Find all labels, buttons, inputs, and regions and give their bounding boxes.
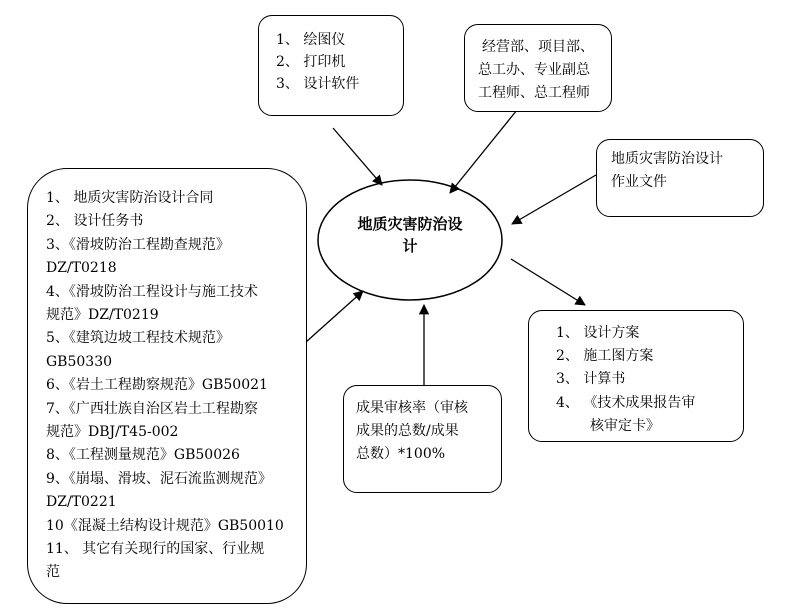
inputs-line-11: 规范》DBJ/T45-002 xyxy=(46,424,179,440)
arrow-departments-to-center xyxy=(450,110,517,193)
inputs-line-5: 4、《滑坡防治工程设计与施工技术 xyxy=(46,284,258,300)
kpi-line-3: 总数）*100% xyxy=(356,446,446,462)
outputs-line-3: 3、 计算书 xyxy=(556,371,626,387)
equipment-item-3: 3、 设计软件 xyxy=(276,76,360,92)
arrow-documents-to-center xyxy=(512,175,596,224)
departments-line-2: 总工办、专业副总 xyxy=(478,62,590,78)
arrow-inputs-to-center xyxy=(306,291,363,342)
inputs-line-6: 规范》DZ/T0219 xyxy=(46,307,159,323)
inputs-line-8: GB50330 xyxy=(46,354,113,370)
inputs-line-13: 9、《崩塌、滑坡、泥石流监测规范》 xyxy=(46,471,272,487)
outputs-line-4: 4、 《技术成果报告审 xyxy=(556,395,696,411)
departments-line-1: 经营部、项目部、 xyxy=(482,39,594,55)
inputs-line-9: 6、《岩土工程勘察规范》GB50021 xyxy=(46,377,268,393)
kpi-line-2: 成果的总数/成果 xyxy=(356,423,459,439)
arrow-equipment-to-center xyxy=(333,128,382,185)
departments-line-3: 工程师、总工程师 xyxy=(478,85,590,101)
kpi-line-1: 成果审核率（审核 xyxy=(356,400,468,416)
arrow-center-to-outputs xyxy=(511,259,585,305)
inputs-line-17: 范 xyxy=(46,564,60,580)
center-title-line-2: 计 xyxy=(402,237,418,255)
inputs-line-10: 7、《广西壮族自治区岩土工程勘察 xyxy=(46,401,258,417)
center-title xyxy=(340,213,480,257)
outputs-line-1: 1、 设计方案 xyxy=(556,325,640,341)
documents-line-2: 作业文件 xyxy=(611,174,667,190)
documents-line-1: 地质灾害防治设计 xyxy=(611,151,723,167)
inputs-line-12: 8、《工程测量规范》GB50026 xyxy=(46,447,240,463)
equipment-item-1: 1、 绘图仪 xyxy=(276,32,346,48)
outputs-line-5: 核审定卡》 xyxy=(590,418,660,434)
inputs-line-16: 11、 其它有关现行的国家、行业规 xyxy=(46,541,265,557)
inputs-line-3: 3、《滑坡防治工程勘查规范》 xyxy=(46,237,230,253)
center-title-line-1: 地质灾害防治设 xyxy=(357,215,463,233)
inputs-line-15: 10《混凝土结构设计规范》GB50010 xyxy=(46,518,284,534)
inputs-line-4: DZ/T0218 xyxy=(46,260,117,276)
outputs-line-2: 2、 施工图方案 xyxy=(556,348,654,364)
inputs-line-2: 2、 设计任务书 xyxy=(46,213,144,229)
equipment-item-2: 2、 打印机 xyxy=(276,54,346,70)
inputs-line-1: 1、 地质灾害防治设计合同 xyxy=(46,190,214,206)
inputs-line-14: DZ/T0221 xyxy=(46,494,117,510)
inputs-line-7: 5、《建筑边坡工程技术规范》 xyxy=(46,330,230,346)
